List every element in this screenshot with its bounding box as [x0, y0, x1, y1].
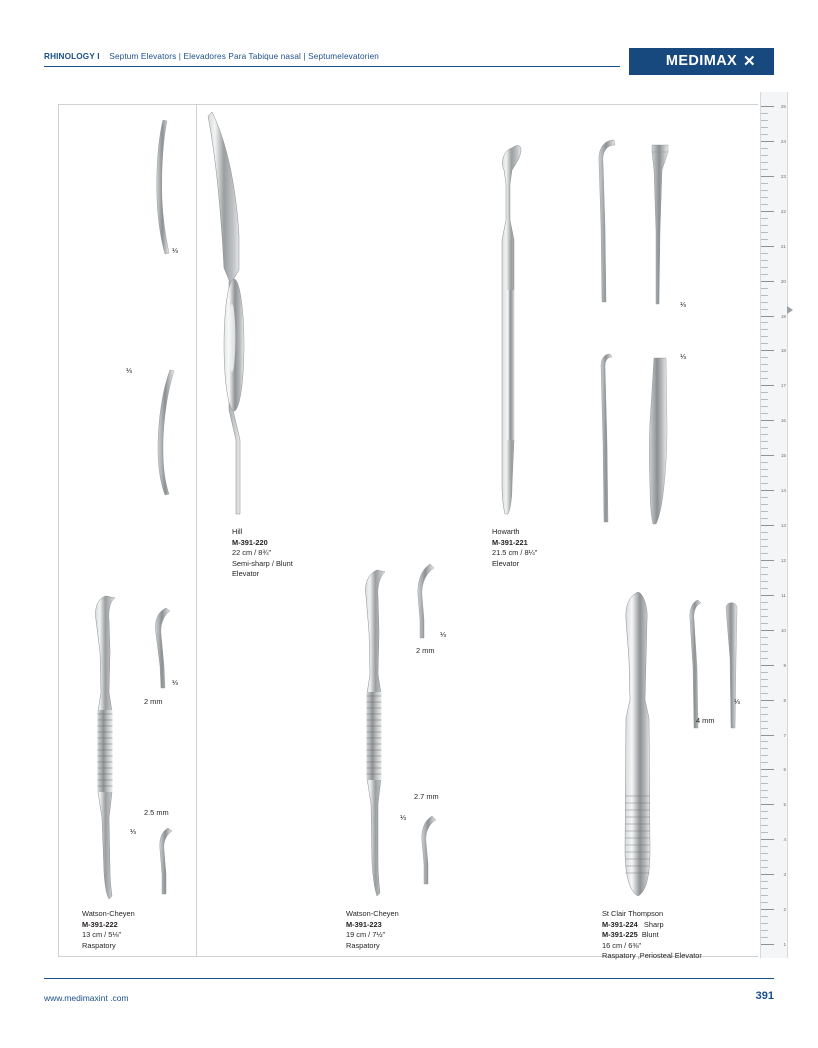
ruler-tick-minor — [761, 434, 768, 435]
ruler-tick-minor — [761, 728, 768, 729]
product-code-hill: M-391-220 — [232, 537, 268, 547]
ruler-tick-minor — [761, 532, 768, 533]
ruler-tick-label: 9 — [783, 662, 786, 668]
ruler-tick-minor — [761, 811, 768, 812]
ruler-tick-minor — [761, 644, 768, 645]
ruler-tick-label: 5 — [783, 802, 786, 808]
ruler-tick-minor — [761, 867, 768, 868]
ruler-tick-label: 2 — [783, 907, 786, 913]
ruler-tick-label: 7 — [783, 732, 786, 738]
detail-st-clair-tip-b — [716, 598, 748, 732]
ruler-tick-label: 18 — [780, 348, 786, 354]
ruler-tick-minor — [761, 518, 768, 519]
caption-hill — [232, 527, 293, 580]
ruler-tick-major — [761, 525, 774, 526]
caption-st-clair-thompson — [602, 909, 702, 962]
dimension-label-25mm: 2.5 mm — [144, 808, 169, 817]
ruler-tick-major — [761, 595, 774, 596]
dimension-label-27mm: 2.7 mm — [414, 792, 439, 801]
ruler-tick-minor — [761, 225, 768, 226]
ruler-tick-minor — [761, 511, 768, 512]
product-code-sct-sharp-suffix: Sharp — [643, 919, 664, 929]
ruler-tick-minor — [761, 637, 768, 638]
ruler-tick-major — [761, 316, 774, 317]
footer-page-number: 391 — [755, 990, 774, 1002]
ruler-tick-minor — [761, 553, 768, 554]
ruler-tick-minor — [761, 322, 768, 323]
product-code-wc19: M-391-223 — [346, 919, 382, 929]
ruler-tick-minor — [761, 357, 768, 358]
ruler-tick-label: 12 — [780, 557, 786, 563]
ruler-tick-minor — [761, 693, 768, 694]
ruler-tick-minor — [761, 232, 768, 233]
ruler-tick-minor — [761, 546, 768, 547]
ruler-tick-label: 22 — [780, 208, 786, 214]
ruler-tick-major — [761, 909, 774, 910]
ruler-tick-minor — [761, 113, 768, 114]
ruler-tick-minor — [761, 755, 768, 756]
product-desc1-sct: Raspatory ,Periosteal Elevator — [602, 951, 702, 961]
instrument-hill — [200, 110, 270, 522]
caption-watson-cheyen-13 — [82, 909, 135, 951]
ruler-tick-minor — [761, 399, 768, 400]
product-size-sct: 16 cm / 6⅜" — [602, 940, 642, 950]
caption-watson-cheyen-19 — [346, 909, 399, 951]
column-divider — [196, 104, 197, 956]
ruler-tick-minor — [761, 895, 768, 896]
ruler-tick-minor — [761, 609, 768, 610]
brand-x-icon: ✕ — [743, 53, 756, 70]
ruler-tick-major — [761, 281, 774, 282]
detail-howarth-bent-tip — [592, 136, 626, 306]
ruler-tick-minor — [761, 846, 768, 847]
ruler-tick-minor — [761, 686, 768, 687]
ruler-tick-minor — [761, 581, 768, 582]
scale-label-5: ⅓ — [172, 678, 178, 687]
ruler-tick-minor — [761, 714, 768, 715]
dimension-label-4mm: 4 mm — [696, 716, 715, 725]
ruler-tick-major — [761, 420, 774, 421]
ruler-tick-minor — [761, 134, 768, 135]
ruler-tick-minor — [761, 916, 768, 917]
product-name-howarth: Howarth — [492, 527, 520, 536]
ruler-tick-major — [761, 944, 774, 945]
ruler-tick-minor — [761, 930, 768, 931]
footer-website[interactable]: www.medimaxint .com — [44, 993, 129, 1003]
scale-label-8: ⅓ — [400, 813, 406, 822]
detail-wc19-tip-2mm — [408, 562, 442, 642]
ruler-tick-minor — [761, 155, 768, 156]
ruler-tick-minor — [761, 183, 768, 184]
detail-st-clair-tip-a — [684, 598, 714, 732]
product-code-sct-blunt-suffix: Blunt — [641, 930, 659, 940]
instrument-watson-cheyen-19 — [352, 566, 398, 900]
ruler-tick-minor — [761, 721, 768, 722]
ruler-tick-minor — [761, 762, 768, 763]
ruler-tick-minor — [761, 574, 768, 575]
ruler-tick-minor — [761, 427, 768, 428]
ruler-tick-minor — [761, 672, 768, 673]
product-size-wc13: 13 cm / 5⅛" — [82, 930, 122, 940]
ruler-tick-major — [761, 700, 774, 701]
scale-label-9: ⅓ — [734, 697, 740, 706]
ruler-tick-minor — [761, 853, 768, 854]
ruler-tick-minor — [761, 260, 768, 261]
scale-label-7: ⅓ — [440, 630, 446, 639]
ruler-tick-minor — [761, 253, 768, 254]
ruler-tick-minor — [761, 476, 768, 477]
ruler-tick-minor — [761, 364, 768, 365]
footer-rule — [44, 978, 774, 979]
scale-label-3: ⅓ — [680, 300, 686, 309]
brand-logo — [629, 48, 774, 75]
ruler-tick-minor — [761, 197, 768, 198]
ruler-tick-minor — [761, 902, 768, 903]
ruler-tick-minor — [761, 539, 768, 540]
ruler-tick-minor — [761, 120, 768, 121]
ruler-tick-label: 23 — [780, 173, 786, 179]
ruler-tick-major — [761, 106, 774, 107]
ruler-tick-minor — [761, 469, 768, 470]
content-top-rule — [58, 104, 758, 105]
ruler-tick-minor — [761, 707, 768, 708]
ruler-tick-minor — [761, 923, 768, 924]
measurement-ruler — [760, 92, 788, 958]
product-code-wc13: M-391-222 — [82, 919, 118, 929]
ruler-tick-minor — [761, 832, 768, 833]
scale-label-1: ⅓ — [172, 246, 178, 255]
ruler-tick-minor — [761, 623, 768, 624]
ruler-tick-minor — [761, 127, 768, 128]
ruler-tick-minor — [761, 748, 768, 749]
ruler-tick-major — [761, 490, 774, 491]
caption-howarth — [492, 527, 537, 569]
instrument-watson-cheyen-13 — [86, 592, 130, 904]
scale-label-4: ⅓ — [680, 352, 686, 361]
product-name-wc13: Watson-Cheyen — [82, 909, 135, 918]
ruler-tick-minor — [761, 378, 768, 379]
ruler-tick-minor — [761, 288, 768, 289]
header-rule — [44, 66, 620, 67]
ruler-tick-major — [761, 839, 774, 840]
ruler-tick-minor — [761, 783, 768, 784]
instrument-howarth — [490, 140, 534, 520]
product-desc1-howarth: Elevator — [492, 558, 520, 568]
ruler-tick-minor — [761, 162, 768, 163]
ruler-tick-minor — [761, 679, 768, 680]
ruler-tick-label: 17 — [780, 383, 786, 389]
product-desc1-wc13: Raspatory — [82, 940, 116, 950]
detail-howarth-flat-blade — [644, 142, 678, 308]
ruler-tick-major — [761, 385, 774, 386]
ruler-tick-minor — [761, 888, 768, 889]
ruler-tick-major — [761, 455, 774, 456]
ruler-tick-minor — [761, 616, 768, 617]
ruler-tick-label: 3 — [783, 872, 786, 878]
detail-blade-hill-tip-b — [146, 368, 186, 498]
ruler-tick-minor — [761, 169, 768, 170]
ruler-tick-minor — [761, 309, 768, 310]
ruler-tick-minor — [761, 329, 768, 330]
ruler-tick-label: 25 — [780, 104, 786, 109]
ruler-tick-label: 24 — [780, 138, 786, 144]
ruler-tick-label: 15 — [780, 453, 786, 459]
product-desc1-wc19: Raspatory — [346, 940, 380, 950]
product-code-sct-blunt: M-391-225 — [602, 930, 638, 940]
ruler-tick-major — [761, 804, 774, 805]
detail-howarth-rounded-blade-a — [596, 352, 626, 528]
page-header — [44, 52, 774, 86]
ruler-tick-major — [761, 211, 774, 212]
ruler-tick-minor — [761, 148, 768, 149]
scale-label-6: ⅓ — [130, 827, 136, 836]
ruler-tick-major — [761, 735, 774, 736]
ruler-tick-label: 4 — [783, 837, 786, 843]
ruler-tick-label: 19 — [780, 313, 786, 319]
ruler-tick-label: 20 — [780, 278, 786, 284]
ruler-tick-minor — [761, 267, 768, 268]
ruler-tick-minor — [761, 602, 768, 603]
ruler-tick-major — [761, 560, 774, 561]
brand-logo-text: MEDIMAX — [665, 53, 738, 69]
ruler-tick-minor — [761, 504, 768, 505]
ruler-tick-minor — [761, 860, 768, 861]
ruler-tick-label: 21 — [780, 243, 786, 249]
ruler-tick-label: 1 — [783, 942, 786, 947]
ruler-tick-minor — [761, 790, 768, 791]
ruler-tick-major — [761, 141, 774, 142]
product-name-hill: Hill — [232, 527, 243, 536]
header-title-line — [44, 52, 379, 61]
ruler-tick-minor — [761, 567, 768, 568]
product-code-sct-sharp: M-391-224 — [602, 919, 638, 929]
ruler-tick-minor — [761, 462, 768, 463]
ruler-tick-minor — [761, 825, 768, 826]
product-code-howarth: M-391-221 — [492, 537, 528, 547]
ruler-tick-minor — [761, 818, 768, 819]
ruler-tick-label: 10 — [780, 627, 786, 633]
scale-label-2: ⅓ — [126, 366, 132, 375]
ruler-tick-major — [761, 665, 774, 666]
ruler-tick-minor — [761, 218, 768, 219]
ruler-tick-minor — [761, 448, 768, 449]
detail-watson-cheyen-tip-25mm — [150, 826, 180, 898]
ruler-tick-minor — [761, 239, 768, 240]
ruler-tick-minor — [761, 392, 768, 393]
ruler-tick-minor — [761, 204, 768, 205]
product-name-sct: St Clair Thompson — [602, 909, 664, 918]
ruler-tick-minor — [761, 371, 768, 372]
ruler-tick-minor — [761, 881, 768, 882]
ruler-tick-major — [761, 350, 774, 351]
product-desc2-hill: Elevator — [232, 569, 260, 579]
ruler-tick-major — [761, 630, 774, 631]
product-desc1-hill: Semi-sharp / Blunt — [232, 558, 293, 568]
product-size-hill: 22 cm / 8¾" — [232, 548, 272, 558]
ruler-tick-minor — [761, 797, 768, 798]
ruler-tick-minor — [761, 937, 768, 938]
ruler-tick-minor — [761, 483, 768, 484]
ruler-tick-label: 13 — [780, 523, 786, 528]
ruler-tick-minor — [761, 274, 768, 275]
ruler-tick-major — [761, 874, 774, 875]
detail-blade-hill-tip-a — [146, 118, 186, 258]
ruler-arrow-icon — [787, 306, 793, 314]
ruler-tick-major — [761, 246, 774, 247]
ruler-tick-minor — [761, 413, 768, 414]
ruler-tick-minor — [761, 651, 768, 652]
left-margin-rule — [58, 104, 59, 956]
dimension-label-2mm-b: 2 mm — [416, 646, 435, 655]
ruler-tick-label: 11 — [781, 592, 786, 598]
detail-wc19-tip-27mm — [412, 812, 444, 888]
ruler-tick-label: 16 — [780, 418, 786, 424]
ruler-tick-label: 8 — [783, 697, 786, 703]
header-category: RHINOLOGY I — [44, 52, 100, 61]
product-size-wc19: 19 cm / 7½" — [346, 930, 386, 940]
ruler-tick-minor — [761, 190, 768, 191]
ruler-tick-minor — [761, 441, 768, 442]
ruler-tick-major — [761, 769, 774, 770]
dimension-label-2mm-a: 2 mm — [144, 697, 163, 706]
ruler-tick-label: 14 — [780, 488, 786, 494]
ruler-tick-minor — [761, 302, 768, 303]
detail-howarth-rounded-blade-b — [642, 356, 678, 530]
product-name-wc19: Watson-Cheyen — [346, 909, 399, 918]
ruler-tick-minor — [761, 295, 768, 296]
ruler-tick-minor — [761, 741, 768, 742]
header-subtitles: Septum Elevators | Elevadores Para Tabique nasal | Septumelevatorien — [109, 52, 379, 61]
ruler-tick-minor — [761, 588, 768, 589]
ruler-tick-label: 6 — [783, 767, 786, 773]
ruler-tick-minor — [761, 497, 768, 498]
ruler-tick-minor — [761, 658, 768, 659]
ruler-tick-minor — [761, 776, 768, 777]
ruler-tick-major — [761, 176, 774, 177]
product-size-howarth: 21.5 cm / 8¼" — [492, 548, 538, 558]
ruler-tick-minor — [761, 343, 768, 344]
ruler-tick-minor — [761, 336, 768, 337]
ruler-tick-minor — [761, 406, 768, 407]
instrument-st-clair-thompson — [612, 590, 664, 902]
